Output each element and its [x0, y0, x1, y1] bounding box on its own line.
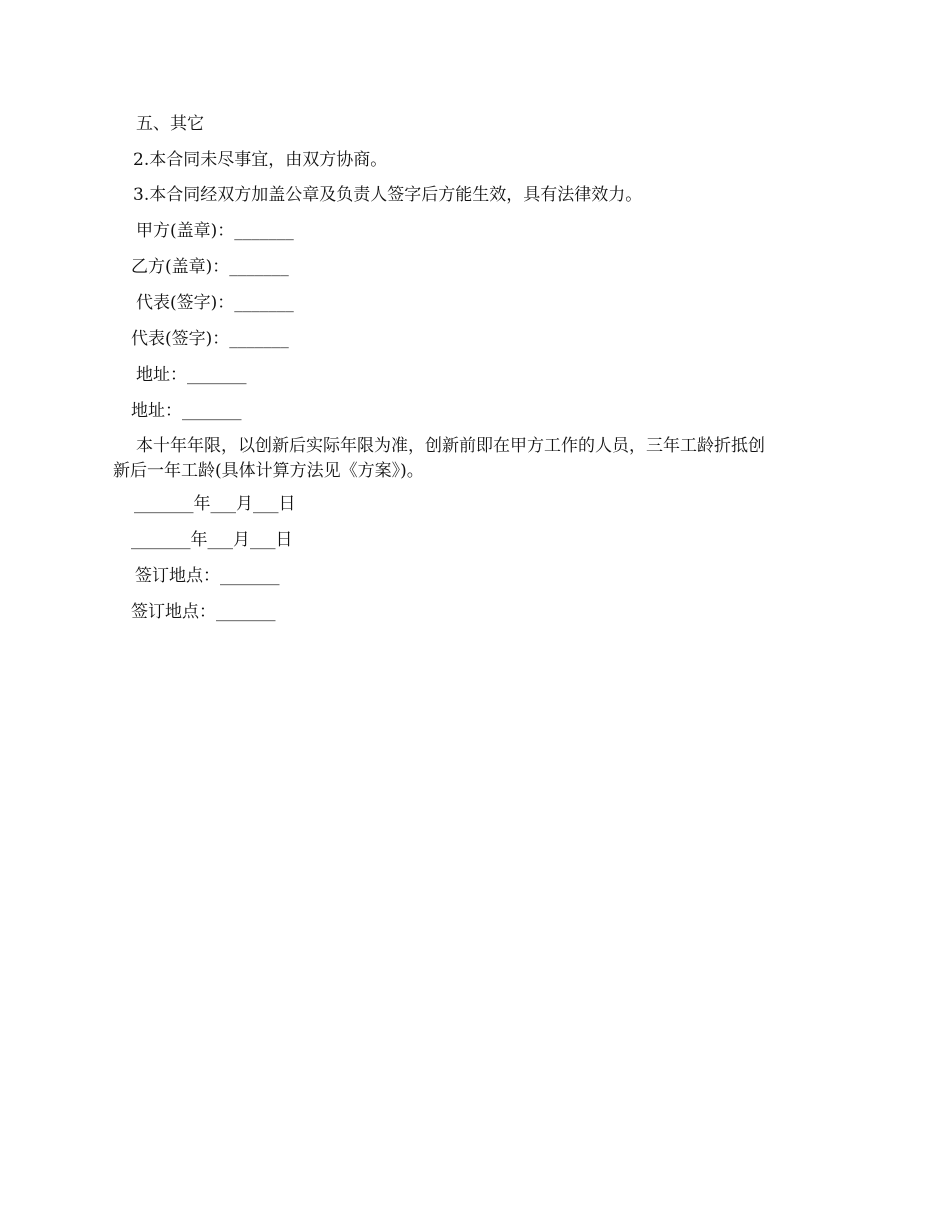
section-heading: 五、其它 [136, 114, 204, 134]
seniority-note-line-1: 本十年年限，以创新后实际年限为准，创新前即在甲方工作的人员，三年工龄折抵创 [136, 436, 765, 456]
clause-3: 3.本合同经双方加盖公章及负责人签字后方能生效，具有法律效力。 [133, 185, 643, 205]
party-a-seal-line: 甲方(盖章)：_______ [136, 221, 294, 241]
signing-place-a-line: 签订地点：_______ [135, 566, 280, 586]
date-a-line: _______年___月___日 [134, 494, 296, 514]
address-b-line: 地址：_______ [131, 401, 242, 421]
signing-place-b-line: 签订地点：_______ [131, 602, 276, 622]
seniority-note-line-2: 新后一年工龄(具体计算方法见《方案》)。 [113, 461, 424, 481]
rep-a-sign-line: 代表(签字)：_______ [136, 293, 294, 313]
date-b-line: _______年___月___日 [131, 530, 293, 550]
clause-2: 2.本合同未尽事宜，由双方协商。 [133, 150, 388, 170]
address-a-line: 地址：_______ [136, 365, 247, 385]
party-b-seal-line: 乙方(盖章)：_______ [131, 257, 289, 277]
rep-b-sign-line: 代表(签字)：_______ [131, 329, 289, 349]
